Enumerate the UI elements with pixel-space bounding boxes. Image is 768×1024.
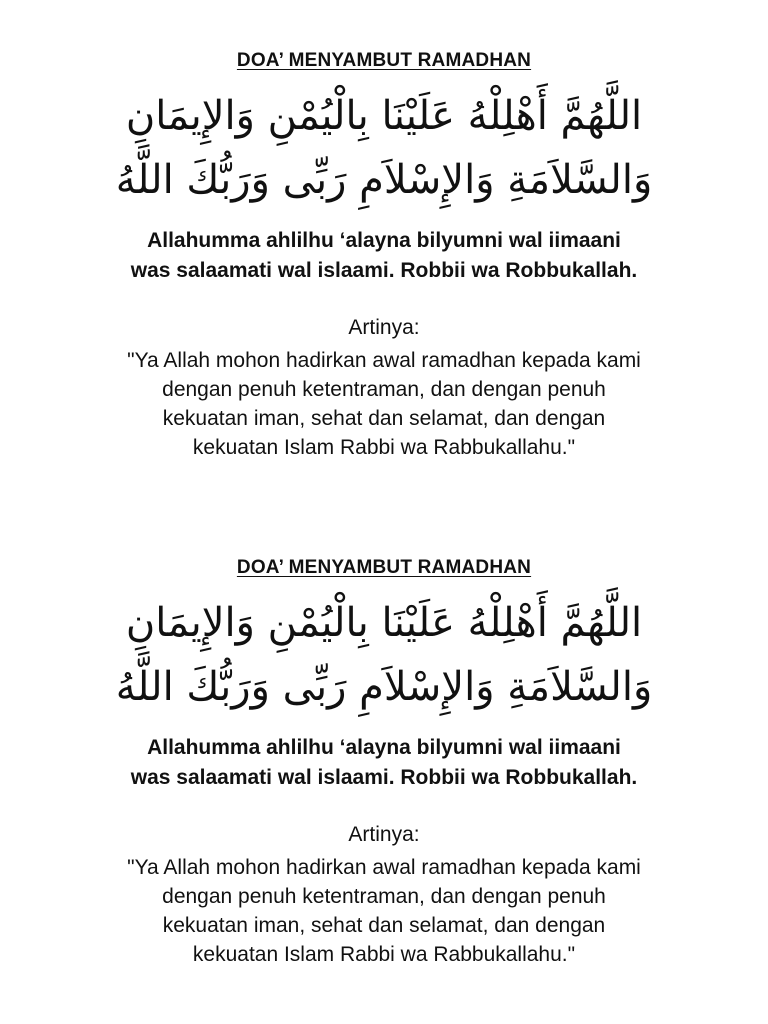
transliteration — [0, 733, 768, 793]
transliteration-line-2: was salaamati wal islaami. Robbii wa Robbukallah. — [130, 259, 638, 282]
meaning-label: Artinya: — [348, 823, 420, 846]
arabic-line-2: وَالسَّلاَمَةِ وَالإِسْلاَمِ رَبِّى وَرَبُّكَ اللَّهُ — [115, 664, 653, 710]
arabic-line-2: وَالسَّلاَمَةِ وَالإِسْلاَمِ رَبِّى وَرَبُّكَ اللَّهُ — [115, 157, 653, 203]
meaning-line-4: kekuatan Islam Rabbi wa Rabbukallahu." — [192, 436, 576, 459]
arabic-text — [0, 591, 768, 719]
arabic-line-1: اللَّهُمَّ أَهْلِلْهُ عَلَيْنَا بِالْيُمْنِ وَالإِيمَانِ — [125, 93, 643, 139]
prayer-title: DOA’ MENYAMBUT RAMADHAN — [236, 50, 532, 71]
transliteration — [0, 226, 768, 286]
meaning-line-3: kekuatan iman, sehat dan selamat, dan dengan — [162, 914, 606, 937]
prayer-title: DOA’ MENYAMBUT RAMADHAN — [236, 557, 532, 578]
meaning-text — [0, 346, 768, 462]
meaning-line-4: kekuatan Islam Rabbi wa Rabbukallahu." — [192, 943, 576, 966]
transliteration-line-1: Allahumma ahlilhu ‘alayna bilyumni wal iimaani — [147, 736, 621, 759]
meaning-line-2: dengan penuh ketentraman, dan dengan penuh — [162, 885, 606, 908]
meaning-line-3: kekuatan iman, sehat dan selamat, dan dengan — [162, 407, 606, 430]
meaning-text — [0, 853, 768, 969]
transliteration-line-2: was salaamati wal islaami. Robbii wa Robbukallah. — [130, 766, 638, 789]
meaning-line-1: "Ya Allah mohon hadirkan awal ramadhan kepada kami — [127, 349, 641, 372]
arabic-text — [0, 84, 768, 212]
meaning-line-2: dengan penuh ketentraman, dan dengan penuh — [162, 378, 606, 401]
meaning-line-1: "Ya Allah mohon hadirkan awal ramadhan kepada kami — [127, 856, 641, 879]
prayer-block-1 — [0, 48, 768, 462]
prayer-block-2 — [0, 555, 768, 969]
meaning-label: Artinya: — [348, 316, 420, 339]
transliteration-line-1: Allahumma ahlilhu ‘alayna bilyumni wal iimaani — [147, 229, 621, 252]
arabic-line-1: اللَّهُمَّ أَهْلِلْهُ عَلَيْنَا بِالْيُمْنِ وَالإِيمَانِ — [125, 600, 643, 646]
